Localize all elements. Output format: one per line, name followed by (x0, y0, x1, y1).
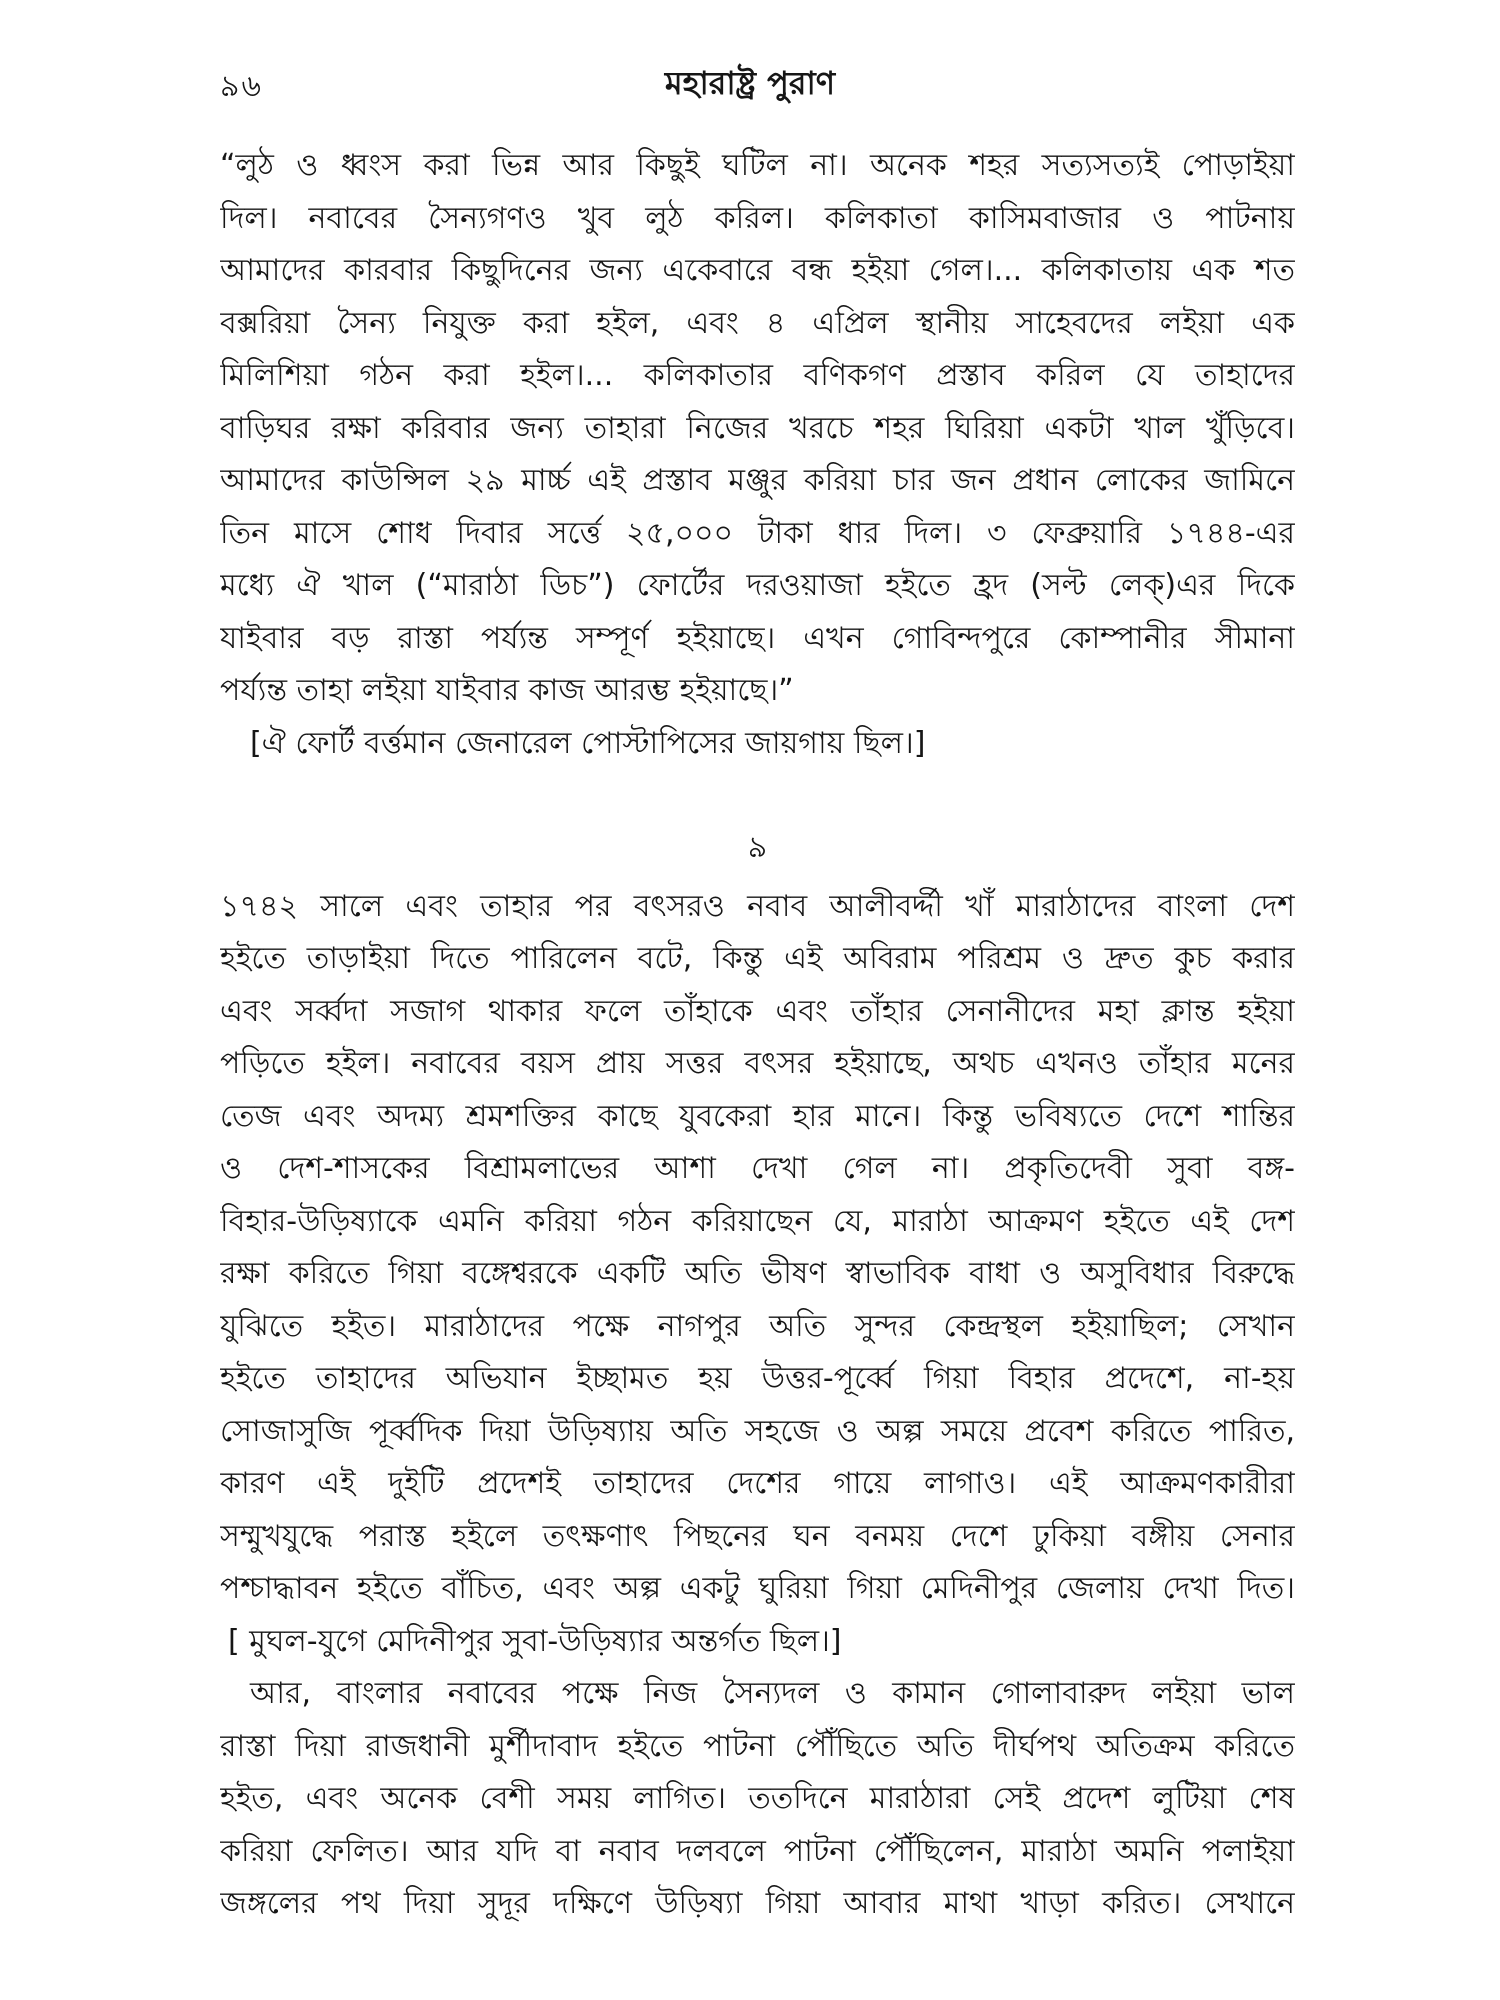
paragraph-line: কারণ এই দুইটি প্রদেশই তাহাদের দেশের গায়ে লাগাও। এই আক্রমণকারীরা (220, 1466, 1295, 1501)
quote-line: মিলিশিয়া গঠন করা হইল।... কলিকাতার বণিকগণ প্রস্তাব করিল যে তাহাদের (220, 358, 1295, 393)
paragraph-line: রাস্তা দিয়া রাজধানী মুর্শীদাবাদ হইতে পাটনা পৌঁছিতে অতি দীর্ঘপথ অতিক্রম করিতে (220, 1728, 1295, 1764)
paragraph (220, 881, 1295, 1669)
paragraph-line: হইতে তাড়াইয়া দিতে পারিলেন বটে, কিন্তু এই অবিরাম পরিশ্রম ও দ্রুত কুচ করার (220, 941, 1295, 976)
paragraph-line: সম্মুখযুদ্ধে পরাস্ত হইলে তৎক্ষণাৎ পিছনের ঘন বনময় দেশে ঢুকিয়া বঙ্গীয় সেনার (220, 1518, 1295, 1554)
quote-line: পর্য্যন্ত তাহা লইয়া যাইবার কাজ আরম্ভ হইয়াছে।” (220, 673, 794, 708)
paragraph-line: হইত, এবং অনেক বেশী সময় লাগিত। ততদিনে মারাঠারা সেই প্রদেশ লুটিয়া শেষ (220, 1781, 1295, 1816)
paragraph-line: পড়িতে হইল। নবাবের বয়স প্রায় সত্তর বৎসর হইয়াছে, অথচ এখনও তাঁহার মনের (220, 1046, 1295, 1081)
paragraph-line: রক্ষা করিতে গিয়া বঙ্গেশ্বরকে একটি অতি ভীষণ স্বাভাবিক বাধা ও অসুবিধার বিরুদ্ধে (220, 1256, 1295, 1291)
paragraph-line: সোজাসুজি পূর্ব্বদিক দিয়া উড়িষ্যায় অতি সহজে ও অল্প সময়ে প্রবেশ করিতে পারিত, (220, 1413, 1295, 1449)
quote-line: দিল। নবাবের সৈন্যগণও খুব লুঠ করিল। কলিকাতা কাসিমবাজার ও পাটনায় (220, 200, 1295, 236)
paragraph-line: হইতে তাহাদের অভিযান ইচ্ছামত হয় উত্তর-পূর্ব্বে গিয়া বিহার প্রদেশে, না-হয় (220, 1361, 1295, 1396)
paragraph-line: পশ্চাদ্ধাবন হইতে বাঁচিত, এবং অল্প একটু ঘুরিয়া গিয়া মেদিনীপুর জেলায় দেখা দিত। (220, 1571, 1295, 1606)
paragraph-line: জঙ্গলের পথ দিয়া সুদূর দক্ষিণে উড়িষ্যা গিয়া আবার মাথা খাড়া করিত। সেখানে (220, 1886, 1295, 1921)
section-number: ৯ (747, 830, 768, 865)
paragraph-line: করিয়া ফেলিত। আর যদি বা নবাব দলবলে পাটনা পৌঁছিলেন, মারাঠা অমনি পলাইয়া (220, 1833, 1295, 1869)
paragraph-line: এবং সর্ব্বদা সজাগ থাকার ফলে তাঁহাকে এবং তাঁহার সেনানীদের মহা ক্লান্ত হইয়া (220, 993, 1295, 1029)
section-note: [ মুঘল-যুগে মেদিনীপুর সুবা-উড়িষ্যার অন্তর্গত ছিল।] (228, 1623, 842, 1659)
paragraph-line: তেজ এবং অদম্য শ্রমশক্তির কাছে যুবকেরা হার মানে। কিন্তু ভবিষ্যতে দেশে শান্তির (220, 1098, 1295, 1134)
quote-line: যাইবার বড় রাস্তা পর্য্যন্ত সম্পূর্ণ হইয়াছে। এখন গোবিন্দপুরে কোম্পানীর সীমানা (220, 620, 1295, 656)
paragraph-line: ১৭৪২ সালে এবং তাহার পর বৎসরও নবাব আলীবর্দ্দী খাঁ মারাঠাদের বাংলা দেশ (220, 888, 1295, 924)
body-text (220, 140, 1295, 1931)
page-number: ৯৬ (220, 69, 263, 104)
paragraph (220, 1668, 1295, 1931)
quote-line: বক্সরিয়া সৈন্য নিযুক্ত করা হইল, এবং ৪ এপ্রিল স্থানীয় সাহেবদের লইয়া এক (220, 305, 1295, 341)
paragraph-line: আর, বাংলার নবাবের পক্ষে নিজ সৈন্যদল ও কামান গোলাবারুদ লইয়া ভাল (250, 1676, 1295, 1711)
quote-line: তিন মাসে শোধ দিবার সর্ত্তে ২৫,০০০ টাকা ধার দিল। ৩ ফেব্রুয়ারি ১৭৪৪-এর (220, 515, 1295, 551)
quote-block (220, 140, 1295, 770)
quote-line: আমাদের কাউন্সিল ২৯ মার্চ্চ এই প্রস্তাব মঞ্জুর করিয়া চার জন প্রধান লোকের জামিনে (220, 463, 1295, 498)
quote-line: “লুঠ ও ধ্বংস করা ভিন্ন আর কিছুই ঘটিল না। অনেক শহর সত্যসত্যই পোড়াইয়া (220, 148, 1295, 183)
paragraph-line: বিহার-উড়িষ্যাকে এমনি করিয়া গঠন করিয়াছেন যে, মারাঠা আক্রমণ হইতে এই দেশ (220, 1203, 1295, 1239)
quote-note: [ঐ ফোর্ট বর্ত্তমান জেনারেল পোস্টাপিসের জায়গায় ছিল।] (250, 725, 926, 761)
paragraph-line: ও দেশ-শাসকের বিশ্রামলাভের আশা দেখা গেল না। প্রকৃতিদেবী সুবা বঙ্গ- (220, 1151, 1295, 1186)
paragraph-line: যুঝিতে হইত। মারাঠাদের পক্ষে নাগপুর অতি সুন্দর কেন্দ্রস্থল হইয়াছিল; সেখান (220, 1308, 1295, 1344)
quote-line: বাড়িঘর রক্ষা করিবার জন্য তাহারা নিজের খরচে শহর ঘিরিয়া একটা খাল খুঁড়িবে। (220, 410, 1295, 446)
running-title: মহারাষ্ট্র পুরাণ (664, 64, 836, 102)
quote-line: মধ্যে ঐ খাল (“মারাঠা ডিচ”) ফোর্টের দরওয়াজা হইতে হ্রদ (সল্ট লেক্)এর দিকে (220, 568, 1295, 603)
quote-line: আমাদের কারবার কিছুদিনের জন্য একেবারে বন্ধ হইয়া গেল।... কলিকাতায় এক শত (220, 253, 1295, 288)
